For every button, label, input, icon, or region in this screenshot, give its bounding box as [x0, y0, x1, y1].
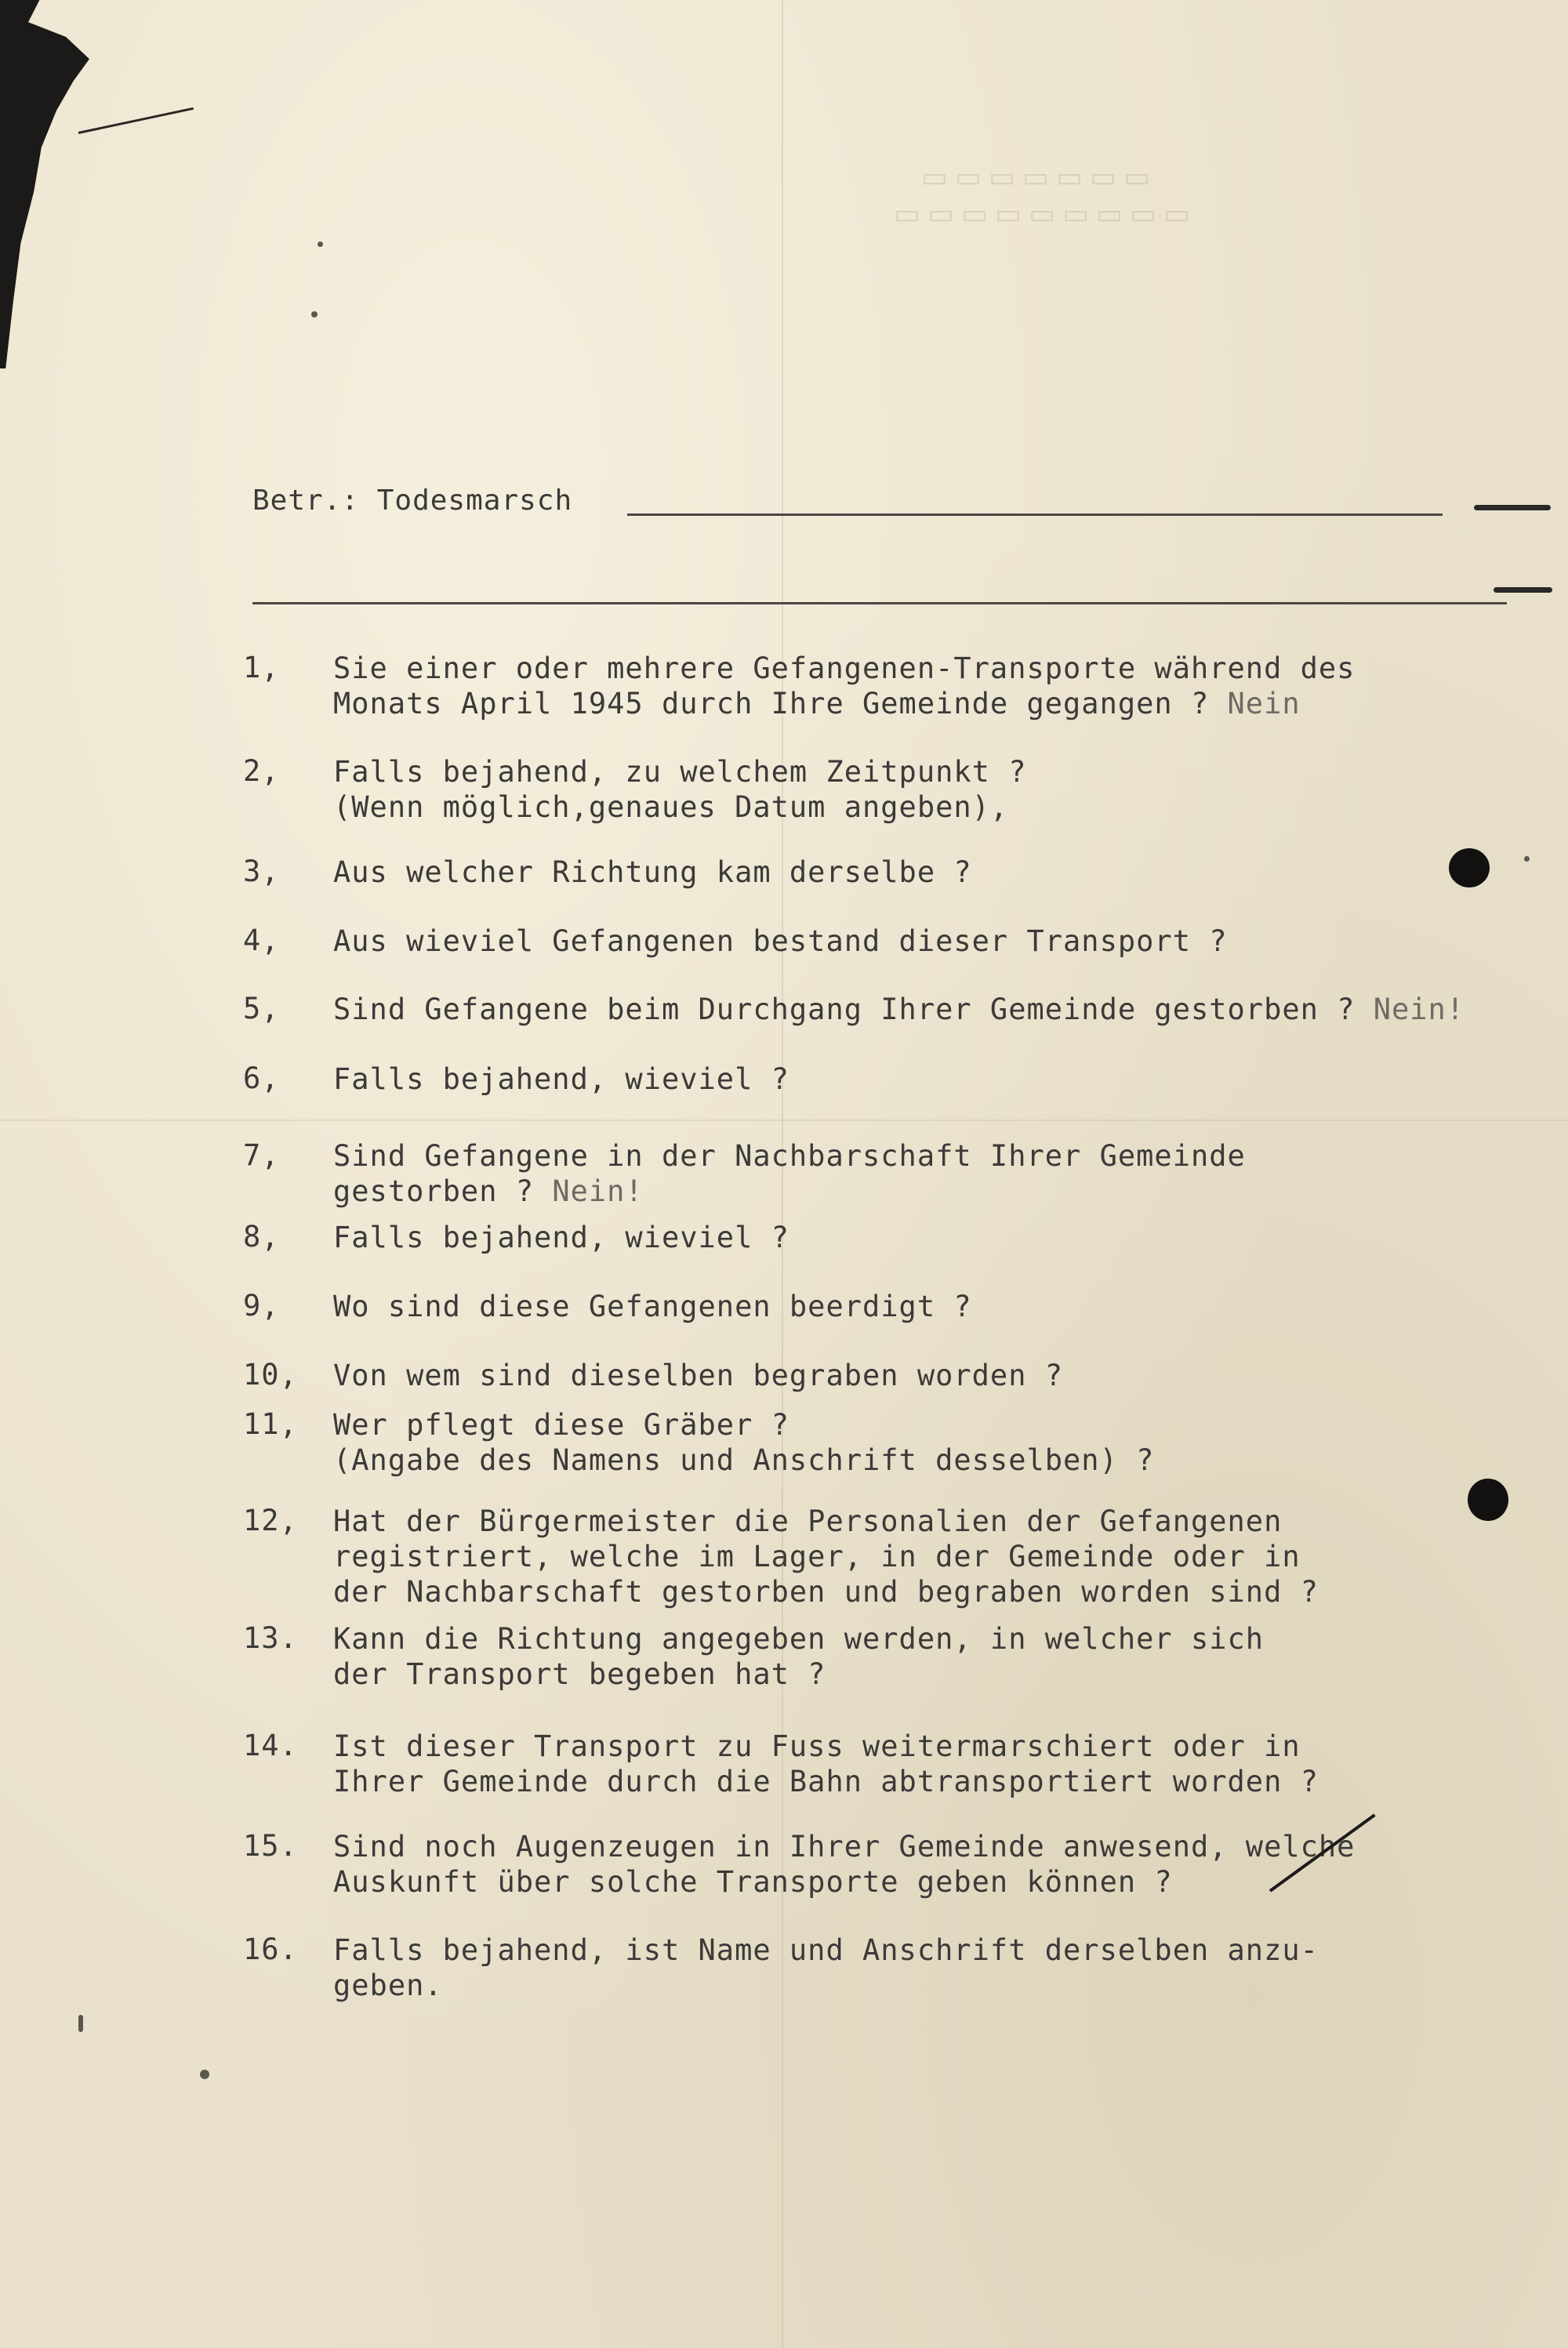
question-line: Aus wieviel Gefangenen bestand dieser Transport ?: [333, 924, 1228, 958]
question-number: 14.: [243, 1729, 298, 1762]
question-number: 3,: [243, 855, 280, 888]
question-text: [333, 651, 1525, 721]
header-rule-end: [1494, 587, 1552, 593]
paper-fold-horizontal: [0, 1120, 1568, 1121]
question-line: Falls bejahend, ist Name und Anschrift derselben anzu-: [333, 1933, 1319, 1967]
question-number: 6,: [243, 1061, 280, 1095]
question-line: Falls bejahend, wieviel ?: [333, 1062, 789, 1096]
question-line: Falls bejahend, zu welchem Zeitpunkt ?: [333, 755, 1027, 789]
question-line: Hat der Bürgermeister die Personalien der Gefangenen: [333, 1504, 1283, 1538]
question-number: 4,: [243, 924, 280, 957]
speck: [1524, 856, 1530, 862]
question-line: Monats April 1945 durch Ihre Gemeinde gegangen ? Nein: [333, 687, 1301, 720]
header-rule: [252, 602, 1507, 604]
question-line: Ist dieser Transport zu Fuss weitermarschiert oder in: [333, 1729, 1301, 1763]
answer-text: Nein: [1209, 687, 1301, 720]
question-line: geben.: [333, 1969, 443, 2002]
question-text: [333, 1138, 1525, 1209]
ink-blot: [1468, 1479, 1508, 1521]
question-text: [333, 1220, 1525, 1255]
question-number: 9,: [243, 1289, 280, 1323]
answer-text: Nein!: [1355, 993, 1465, 1026]
question-line: Ihrer Gemeinde durch die Bahn abtransportiert worden ?: [333, 1765, 1319, 1798]
bleed-through-mark: ▭ ▭ ▭ ▭ ▭ ▭ ▭: [921, 161, 1151, 193]
question-text: [333, 1932, 1525, 2003]
question-text: [333, 1358, 1525, 1393]
question-number: 7,: [243, 1138, 280, 1172]
question-line: Sind Gefangene beim Durchgang Ihrer Gemeinde gestorben ? Nein!: [333, 993, 1465, 1026]
speck: [318, 241, 323, 247]
question-text: [333, 855, 1525, 890]
question-text: [333, 1407, 1525, 1478]
question-line: Von wem sind dieselben begraben worden ?: [333, 1359, 1064, 1392]
question-text: [333, 754, 1525, 825]
ink-blot: [1449, 848, 1490, 887]
question-line: Kann die Richtung angegeben werden, in welcher sich: [333, 1622, 1265, 1656]
question-number: 16.: [243, 1932, 298, 1966]
subject-label: Betr.:: [252, 484, 360, 517]
question-number: 13.: [243, 1621, 298, 1655]
question-text: [333, 1289, 1525, 1324]
speck: [200, 2070, 209, 2079]
question-line: Aus welcher Richtung kam derselbe ?: [333, 855, 972, 889]
question-text: [333, 992, 1525, 1027]
subject-value: Todesmarsch: [376, 484, 573, 517]
question-text: [333, 1504, 1525, 1609]
question-number: 15.: [243, 1829, 298, 1863]
question-text: [333, 1061, 1525, 1097]
subject-underline: [627, 514, 1443, 516]
question-line: (Wenn möglich,genaues Datum angeben),: [333, 790, 1009, 824]
question-line: Wer pflegt diese Gräber ?: [333, 1408, 789, 1442]
subject-line: [252, 484, 572, 517]
question-line: Sie einer oder mehrere Gefangenen-Transporte während des: [333, 651, 1356, 685]
question-number: 8,: [243, 1220, 280, 1254]
question-line: Auskunft über solche Transporte geben können ?: [333, 1865, 1173, 1899]
question-number: 12,: [243, 1504, 298, 1537]
speck: [78, 2015, 83, 2032]
torn-edge-mark: [78, 107, 194, 134]
question-number: 10,: [243, 1358, 298, 1392]
question-line: registriert, welche im Lager, in der Gemeinde oder in: [333, 1540, 1301, 1573]
question-number: 5,: [243, 992, 280, 1025]
answer-text: Nein!: [534, 1174, 644, 1208]
bleed-through-mark: ▭ ▭ ▭ ▭ ▭ ▭ ▭ ▭ ▭: [894, 198, 1191, 230]
question-line: (Angabe des Namens und Anschrift desselben) ?: [333, 1443, 1155, 1477]
question-number: 11,: [243, 1407, 298, 1441]
subject-underline-end: [1474, 505, 1551, 510]
question-line: Sind Gefangene in der Nachbarschaft Ihrer Gemeinde: [333, 1139, 1246, 1173]
question-text: [333, 1621, 1525, 1692]
speck: [311, 311, 318, 318]
question-number: 2,: [243, 754, 280, 788]
torn-corner: [0, 0, 94, 368]
question-text: [333, 1729, 1525, 1799]
question-text: [333, 1829, 1525, 1900]
question-text: [333, 924, 1525, 959]
question-number: 1,: [243, 651, 280, 684]
question-line: der Transport begeben hat ?: [333, 1657, 826, 1691]
question-line: der Nachbarschaft gestorben und begraben worden sind ?: [333, 1575, 1319, 1609]
question-line: gestorben ? Nein!: [333, 1174, 644, 1208]
question-line: Sind noch Augenzeugen in Ihrer Gemeinde anwesend, welche: [333, 1830, 1356, 1864]
question-line: Wo sind diese Gefangenen beerdigt ?: [333, 1290, 972, 1323]
question-line: Falls bejahend, wieviel ?: [333, 1221, 789, 1254]
